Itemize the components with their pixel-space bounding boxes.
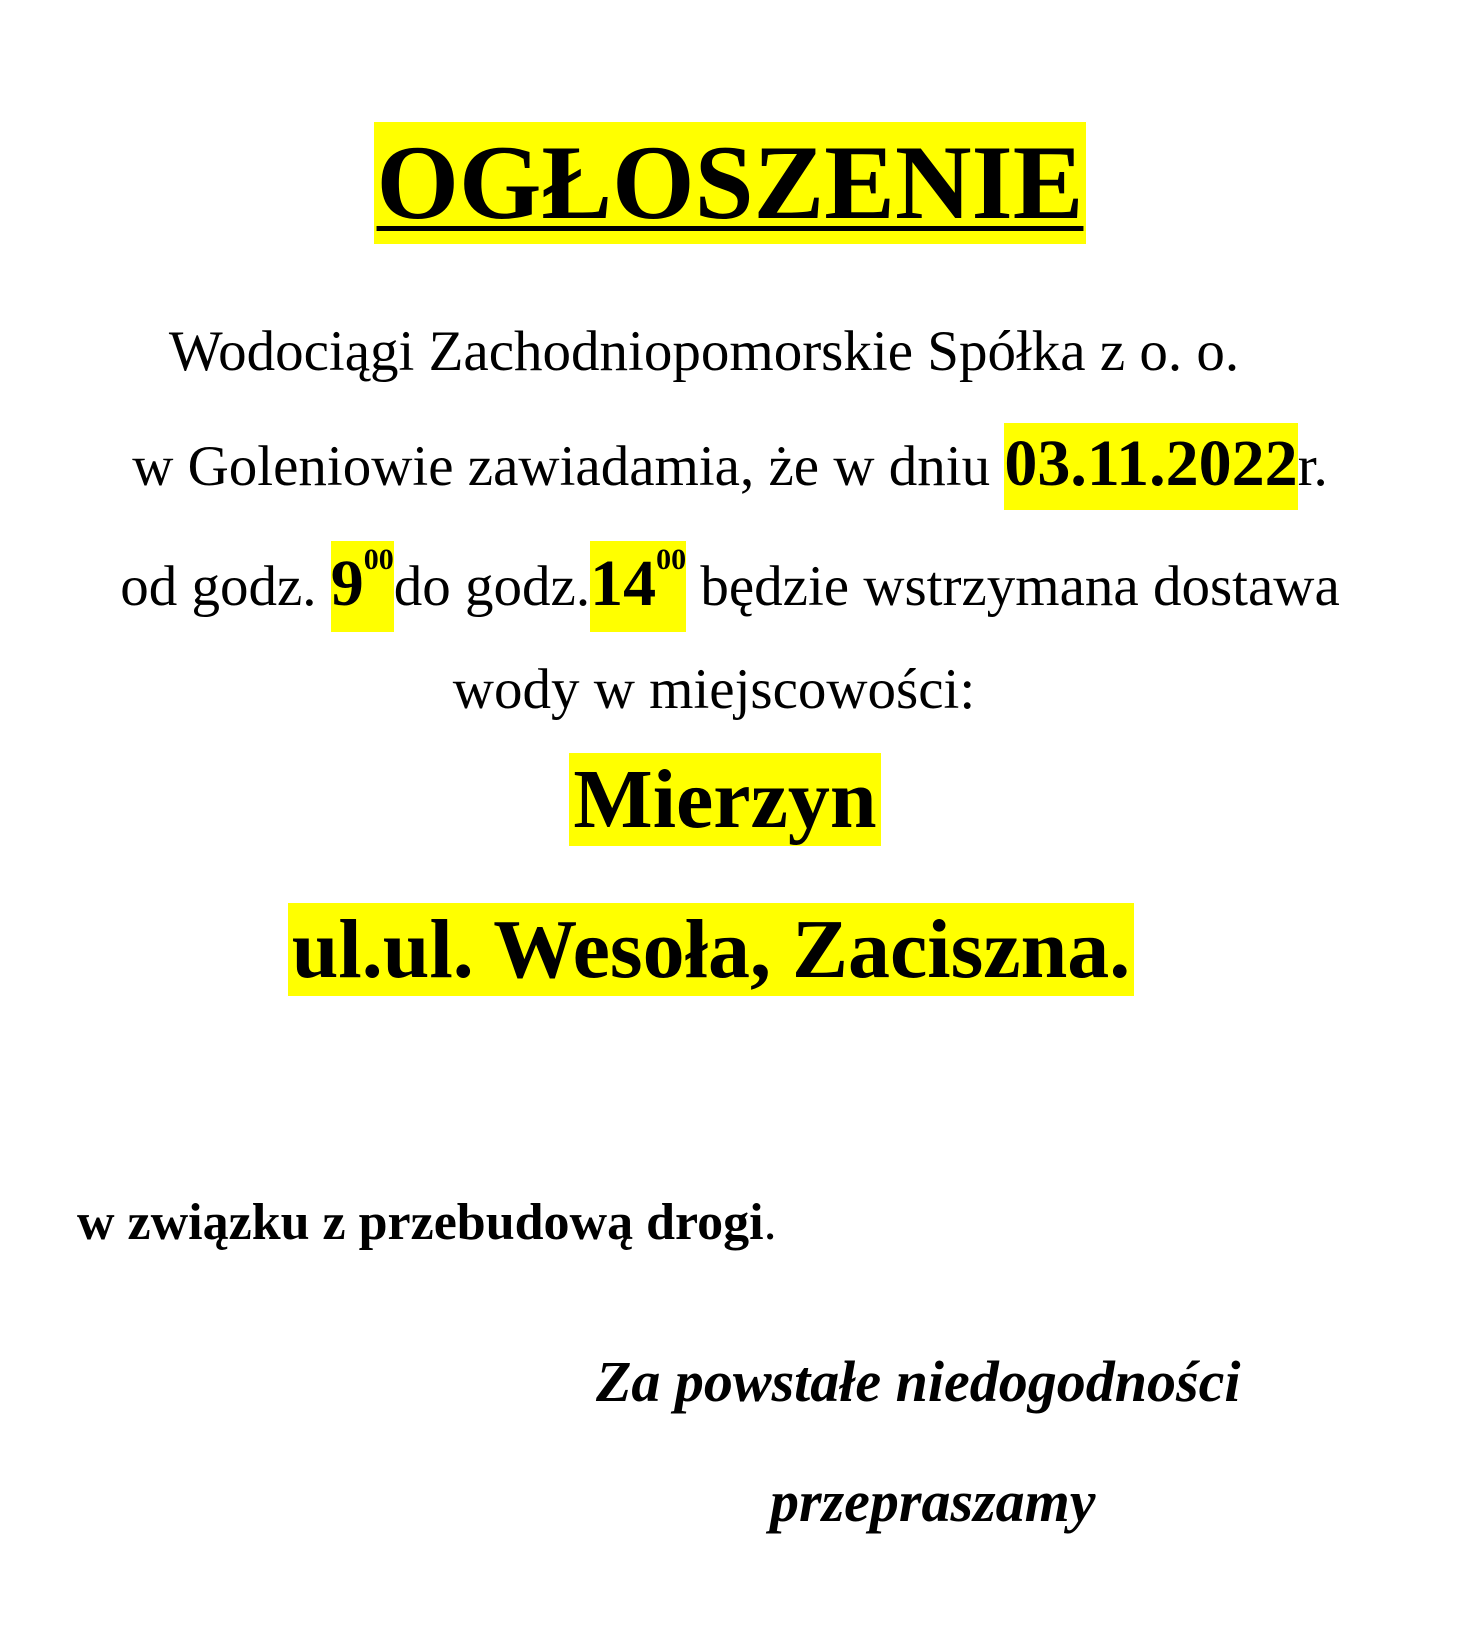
- time-line: [0, 540, 1460, 631]
- apology-line-2: przepraszamy: [770, 1469, 1096, 1534]
- streets-line: [0, 900, 1441, 1023]
- hour-to: [590, 541, 686, 632]
- locality-line: [0, 750, 1455, 873]
- reason-line: [77, 1188, 777, 1258]
- announcement-title: OGŁOSZENIE: [374, 122, 1087, 244]
- time-line-suffix: będzie wstrzymana dostawa: [686, 555, 1340, 618]
- locality-intro-line: [0, 650, 1444, 730]
- hour-to-minutes: 00: [656, 543, 687, 576]
- hour-from-minutes: 00: [363, 543, 394, 576]
- street-names: ul.ul. Wesoła, Zaciszna.: [288, 903, 1135, 996]
- time-line-prefix: od godz.: [120, 555, 331, 618]
- hour-to-value: 14: [590, 547, 657, 620]
- company-name: Wodociągi Zachodniopomorskie Spółka z o. o.: [168, 320, 1240, 383]
- time-line-middle: do godz.: [393, 555, 591, 618]
- company-line: [0, 312, 1434, 392]
- locality-intro: wody w miejscowości:: [452, 658, 976, 721]
- date-line: [0, 420, 1460, 511]
- hour-from: [331, 541, 394, 632]
- date-line-prefix: w Goleniowie zawiadamia, że w dniu: [132, 435, 1005, 498]
- apology-line-1: Za powstałe niedogodności: [596, 1349, 1241, 1414]
- outage-date: 03.11.2022: [1004, 423, 1297, 510]
- date-suffix: r.: [1297, 435, 1328, 498]
- locality-name: Mierzyn: [569, 753, 880, 846]
- reason-period: .: [763, 1194, 777, 1251]
- title-row: [0, 122, 1460, 244]
- hour-from-value: 9: [330, 547, 364, 620]
- reason-text: w związku z przebudową drogi: [77, 1194, 764, 1251]
